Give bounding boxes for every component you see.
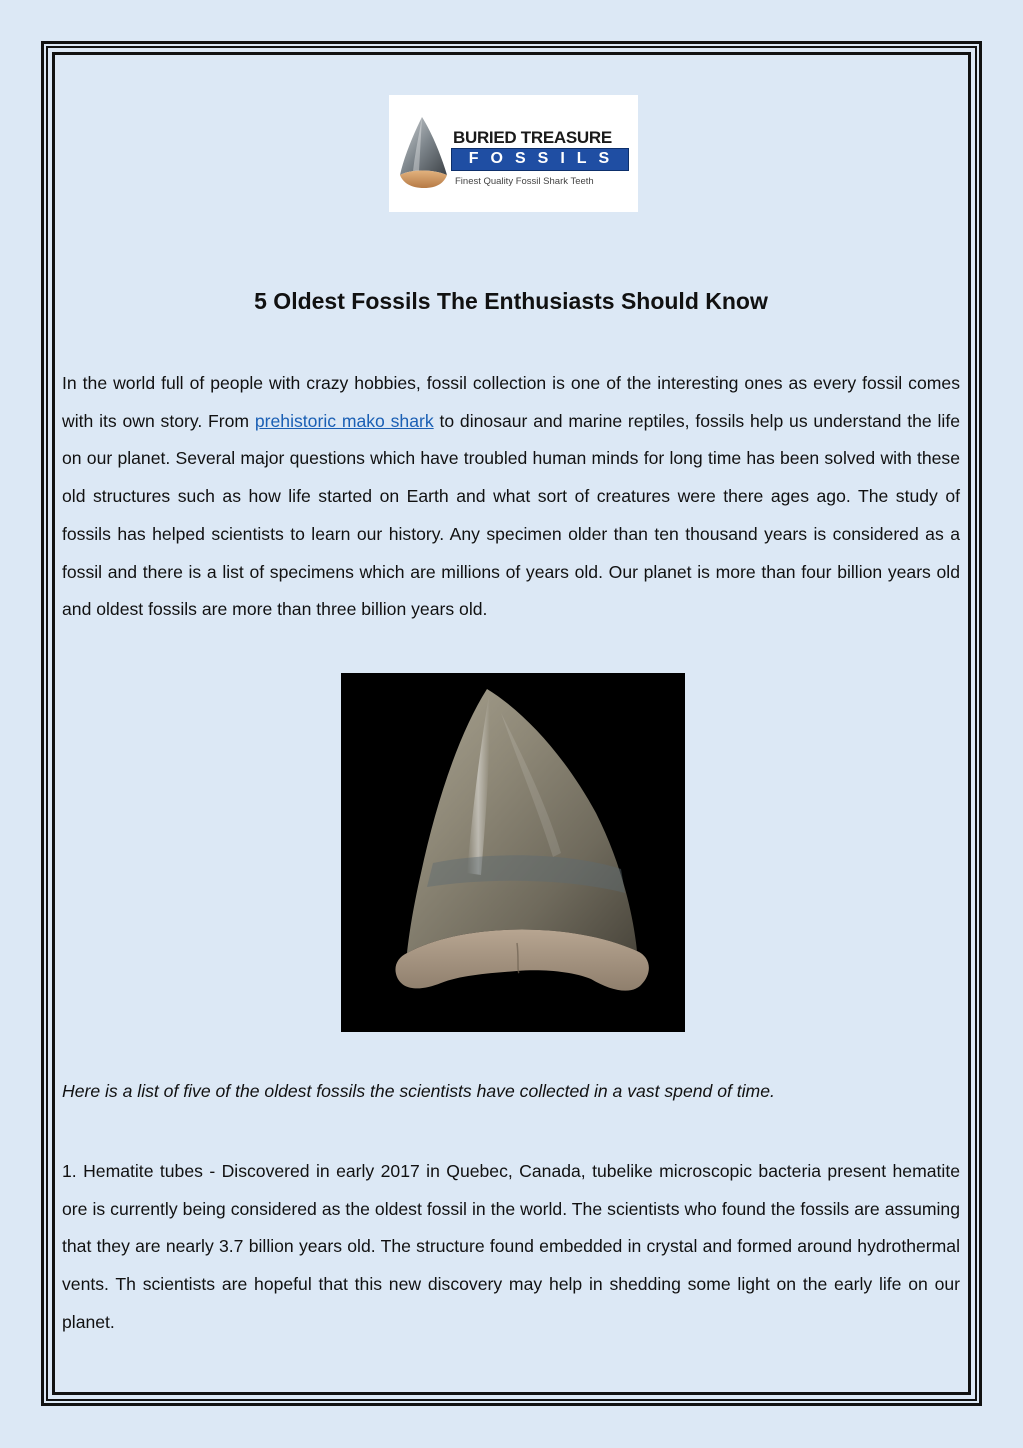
fossil-tooth-image-icon <box>341 673 685 1032</box>
intro-text-after-link: to dinosaur and marine reptiles, fossils help us understand the life on our planet. Several major questions which have troubled human minds for long time has been solved with these old structures such as how life started on Earth and what sort of creatures were there ages ago. The study of fossils has helped scientists to learn our history. Any specimen older than ten thousand years is considered as a fossil and there is a list of specimens which are millions of years old. Our planet is more than four billion years old and oldest fossils are more than three billion years old. <box>62 410 960 620</box>
article-title: 5 Oldest Fossils The Enthusiasts Should Know <box>254 288 768 314</box>
list-item-1: 1. Hematite tubes - Discovered in early 2017 in Quebec, Canada, tubelike microscopic bacteria present hematite ore is currently being considered as the oldest fossil in the world. The scientists who found the fossils are assuming that they are nearly 3.7 billion years old. The structure found embedded in crystal and formed around hydrothermal vents. Th scientists are hopeful that this new discovery may help in shedding some light on the early life on our planet. <box>62 1161 960 1332</box>
logo-wordmark-bottom: FOSSILS <box>468 150 622 167</box>
logo-wordmark-top: BURIED TREASURE <box>453 128 612 147</box>
list-intro: Here is a list of five of the oldest fossils the scientists have collected in a vast spend of time. <box>62 1081 775 1101</box>
brand-logo <box>389 95 638 212</box>
logo-wordmark-band <box>451 148 629 171</box>
prehistoric-mako-shark-link[interactable]: prehistoric mako shark <box>254 410 434 431</box>
logo-tagline: Finest Quality Fossil Shark Teeth <box>455 176 594 187</box>
intro-text-before-link: In the world full of people with crazy hobbies, fossil collection is one of the interesting ones as every fossil comes with its own story. From <box>62 373 960 431</box>
shark-tooth-photo <box>341 673 685 1032</box>
intro-paragraph <box>62 365 960 629</box>
